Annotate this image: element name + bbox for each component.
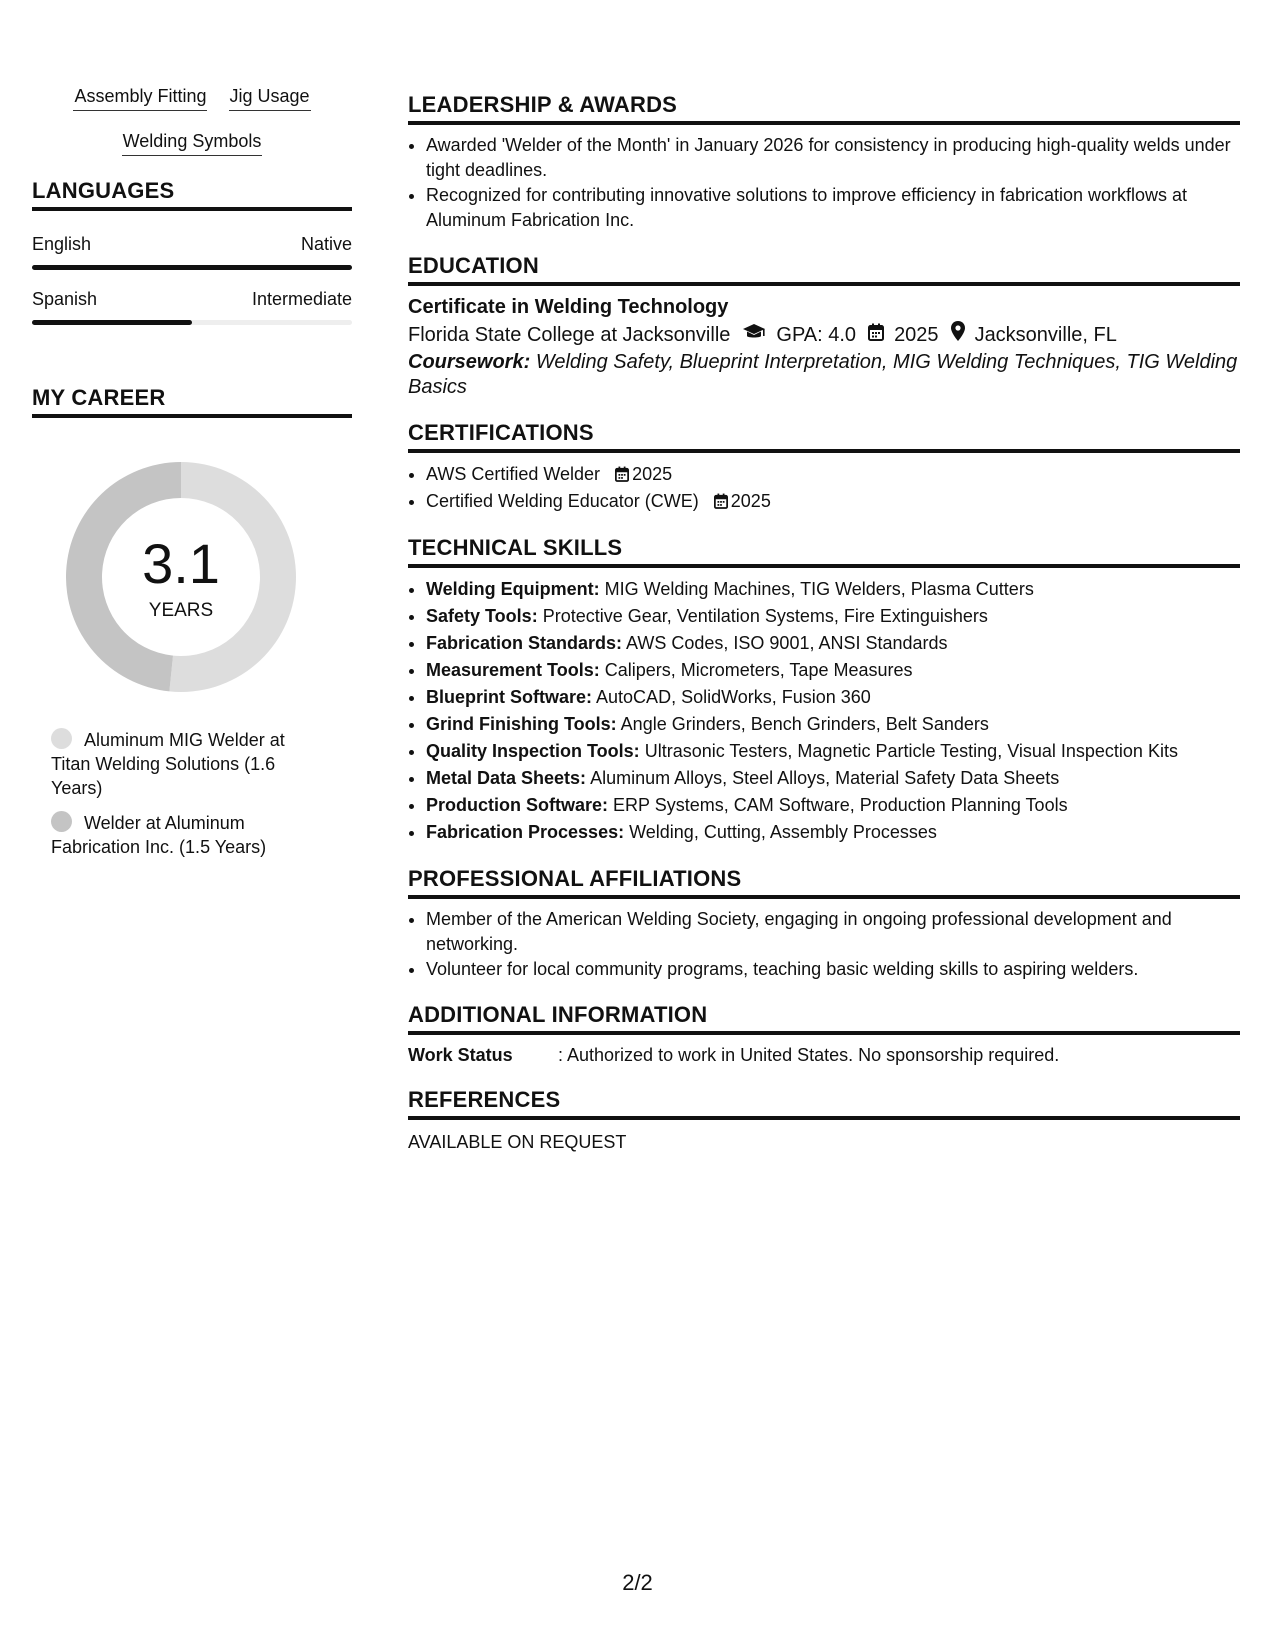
career-legend-item — [51, 728, 301, 800]
page-number: 2/2 — [622, 1570, 653, 1595]
references-section — [408, 1087, 1240, 1154]
legend-dot — [51, 811, 72, 832]
skill-value: AutoCAD, SolidWorks, Fusion 360 — [596, 687, 871, 707]
career-unit: YEARS — [148, 600, 214, 621]
certifications-heading: CERTIFICATIONS — [408, 420, 1240, 453]
list-item: • Recognized for contributing innovative solutions to improve efficiency in fabrication workflows at Aluminum Fabrication Inc. — [426, 183, 1240, 233]
skill-label: Welding Equipment: — [426, 579, 600, 599]
language-level: Intermediate — [251, 289, 352, 309]
skill-value: AWS Codes, ISO 9001, ANSI Standards — [626, 633, 948, 653]
skill-chip-row — [32, 129, 352, 156]
technical-skills-heading: TECHNICAL SKILLS — [408, 535, 1240, 568]
right-column — [408, 92, 1240, 1174]
graduation-year: 2025 — [894, 324, 939, 346]
list-item: • Awarded 'Welder of the Month' in January 2026 for consistency in producing high-quality welds under tight deadlines. — [426, 133, 1240, 183]
affiliations-heading: PROFESSIONAL AFFILIATIONS — [408, 866, 1240, 899]
leadership-heading: LEADERSHIP & AWARDS — [408, 92, 1240, 125]
left-column — [32, 84, 352, 870]
career-total: 3.1 — [142, 532, 220, 595]
certification-name: Certified Welding Educator (CWE) — [426, 491, 699, 511]
certifications-section — [408, 420, 1240, 515]
skill-value: MIG Welding Machines, TIG Welders, Plasma Cutters — [604, 579, 1034, 599]
skill-label: Quality Inspection Tools: — [426, 741, 640, 761]
certification-year: 2025 — [730, 491, 771, 511]
work-status-label: Work Status — [408, 1045, 513, 1065]
coursework-label: Coursework: — [408, 351, 531, 373]
affiliations-section — [408, 866, 1240, 982]
skill-chip-row — [32, 84, 352, 111]
skill-chip: Assembly Fitting — [73, 84, 207, 111]
certification-year: 2025 — [632, 464, 673, 484]
education-section — [408, 253, 1240, 400]
skill-value: Ultrasonic Testers, Magnetic Particle Testing, Visual Inspection Kits — [644, 741, 1178, 761]
skill-label: Production Software: — [426, 795, 609, 815]
skill-item — [426, 576, 1240, 603]
calendar-icon — [615, 464, 632, 484]
work-status-value: : Authorized to work in United States. No sponsorship required. — [558, 1045, 1060, 1065]
career-donut — [66, 462, 296, 692]
skill-item — [426, 630, 1240, 657]
skill-value: ERP Systems, CAM Software, Production Planning Tools — [613, 795, 1068, 815]
language-level: Native — [300, 234, 352, 254]
language-name: Spanish — [32, 289, 98, 309]
skill-label: Fabrication Processes: — [426, 822, 625, 842]
education-location: Jacksonville, FL — [974, 324, 1117, 346]
certification-name: AWS Certified Welder — [426, 464, 601, 484]
skill-label: Measurement Tools: — [426, 660, 600, 680]
language-item — [32, 288, 352, 325]
career-heading: MY CAREER — [32, 385, 352, 418]
skill-item — [426, 738, 1240, 765]
map-pin-icon — [951, 320, 965, 350]
skill-item — [426, 603, 1240, 630]
legend-dot — [51, 728, 72, 749]
degree-title: Certificate in Welding Technology — [408, 296, 729, 318]
skill-value: Calipers, Micrometers, Tape Measures — [604, 660, 913, 680]
list-item — [426, 488, 1240, 515]
skill-label: Blueprint Software: — [426, 687, 593, 707]
skill-label: Fabrication Standards: — [426, 633, 623, 653]
coursework — [408, 350, 1240, 400]
skill-item — [426, 792, 1240, 819]
skill-value: Protective Gear, Ventilation Systems, Fire Extinguishers — [542, 606, 988, 626]
language-bar — [32, 320, 352, 325]
career-legend-label: Aluminum MIG Welder at Titan Welding Solutions (1.6 Years) — [51, 730, 285, 798]
skill-item — [426, 765, 1240, 792]
skill-value: Welding, Cutting, Assembly Processes — [629, 822, 937, 842]
skill-label: Safety Tools: — [426, 606, 538, 626]
list-item: • Volunteer for local community programs, teaching basic welding skills to aspiring welders. — [426, 957, 1240, 982]
work-status-row — [408, 1043, 1240, 1067]
skill-item — [426, 819, 1240, 846]
technical-skills-section — [408, 535, 1240, 846]
calendar-icon — [714, 491, 731, 511]
language-item — [32, 233, 352, 270]
education-heading: EDUCATION — [408, 253, 1240, 286]
calendar-icon — [868, 320, 884, 350]
language-bar-fill — [32, 320, 192, 325]
education-details — [408, 320, 1240, 350]
skill-label: Grind Finishing Tools: — [426, 714, 617, 734]
list-item: • Member of the American Welding Society, engaging in ongoing professional development and networking. — [426, 907, 1240, 957]
skill-value: Aluminum Alloys, Steel Alloys, Material Safety Data Sheets — [590, 768, 1060, 788]
skill-chip: Jig Usage — [229, 84, 311, 111]
skill-chip: Welding Symbols — [122, 129, 263, 156]
additional-info-section — [408, 1002, 1240, 1067]
school-name: Florida State College at Jacksonville — [408, 324, 731, 346]
career-legend-item — [51, 811, 301, 859]
skill-item — [426, 711, 1240, 738]
skill-label: Metal Data Sheets: — [426, 768, 587, 788]
language-name: English — [32, 234, 92, 254]
career-legend — [51, 728, 301, 859]
languages-heading: LANGUAGES — [32, 178, 352, 211]
references-text: AVAILABLE ON REQUEST — [408, 1132, 627, 1152]
leadership-section — [408, 92, 1240, 233]
skill-item — [426, 684, 1240, 711]
graduation-cap-icon — [742, 320, 766, 350]
technical-skills-list — [408, 576, 1240, 846]
coursework-list: Welding Safety, Blueprint Interpretation, MIG Welding Techniques, TIG Welding Basics — [408, 351, 1238, 398]
references-heading: REFERENCES — [408, 1087, 1240, 1120]
additional-info-heading: ADDITIONAL INFORMATION — [408, 1002, 1240, 1035]
career-legend-label: Welder at Aluminum Fabrication Inc. (1.5 Years) — [51, 813, 267, 857]
gpa: GPA: 4.0 — [776, 324, 857, 346]
skill-value: Angle Grinders, Bench Grinders, Belt Sanders — [620, 714, 989, 734]
skill-item — [426, 657, 1240, 684]
list-item — [426, 461, 1240, 488]
skill-chips — [32, 84, 352, 156]
